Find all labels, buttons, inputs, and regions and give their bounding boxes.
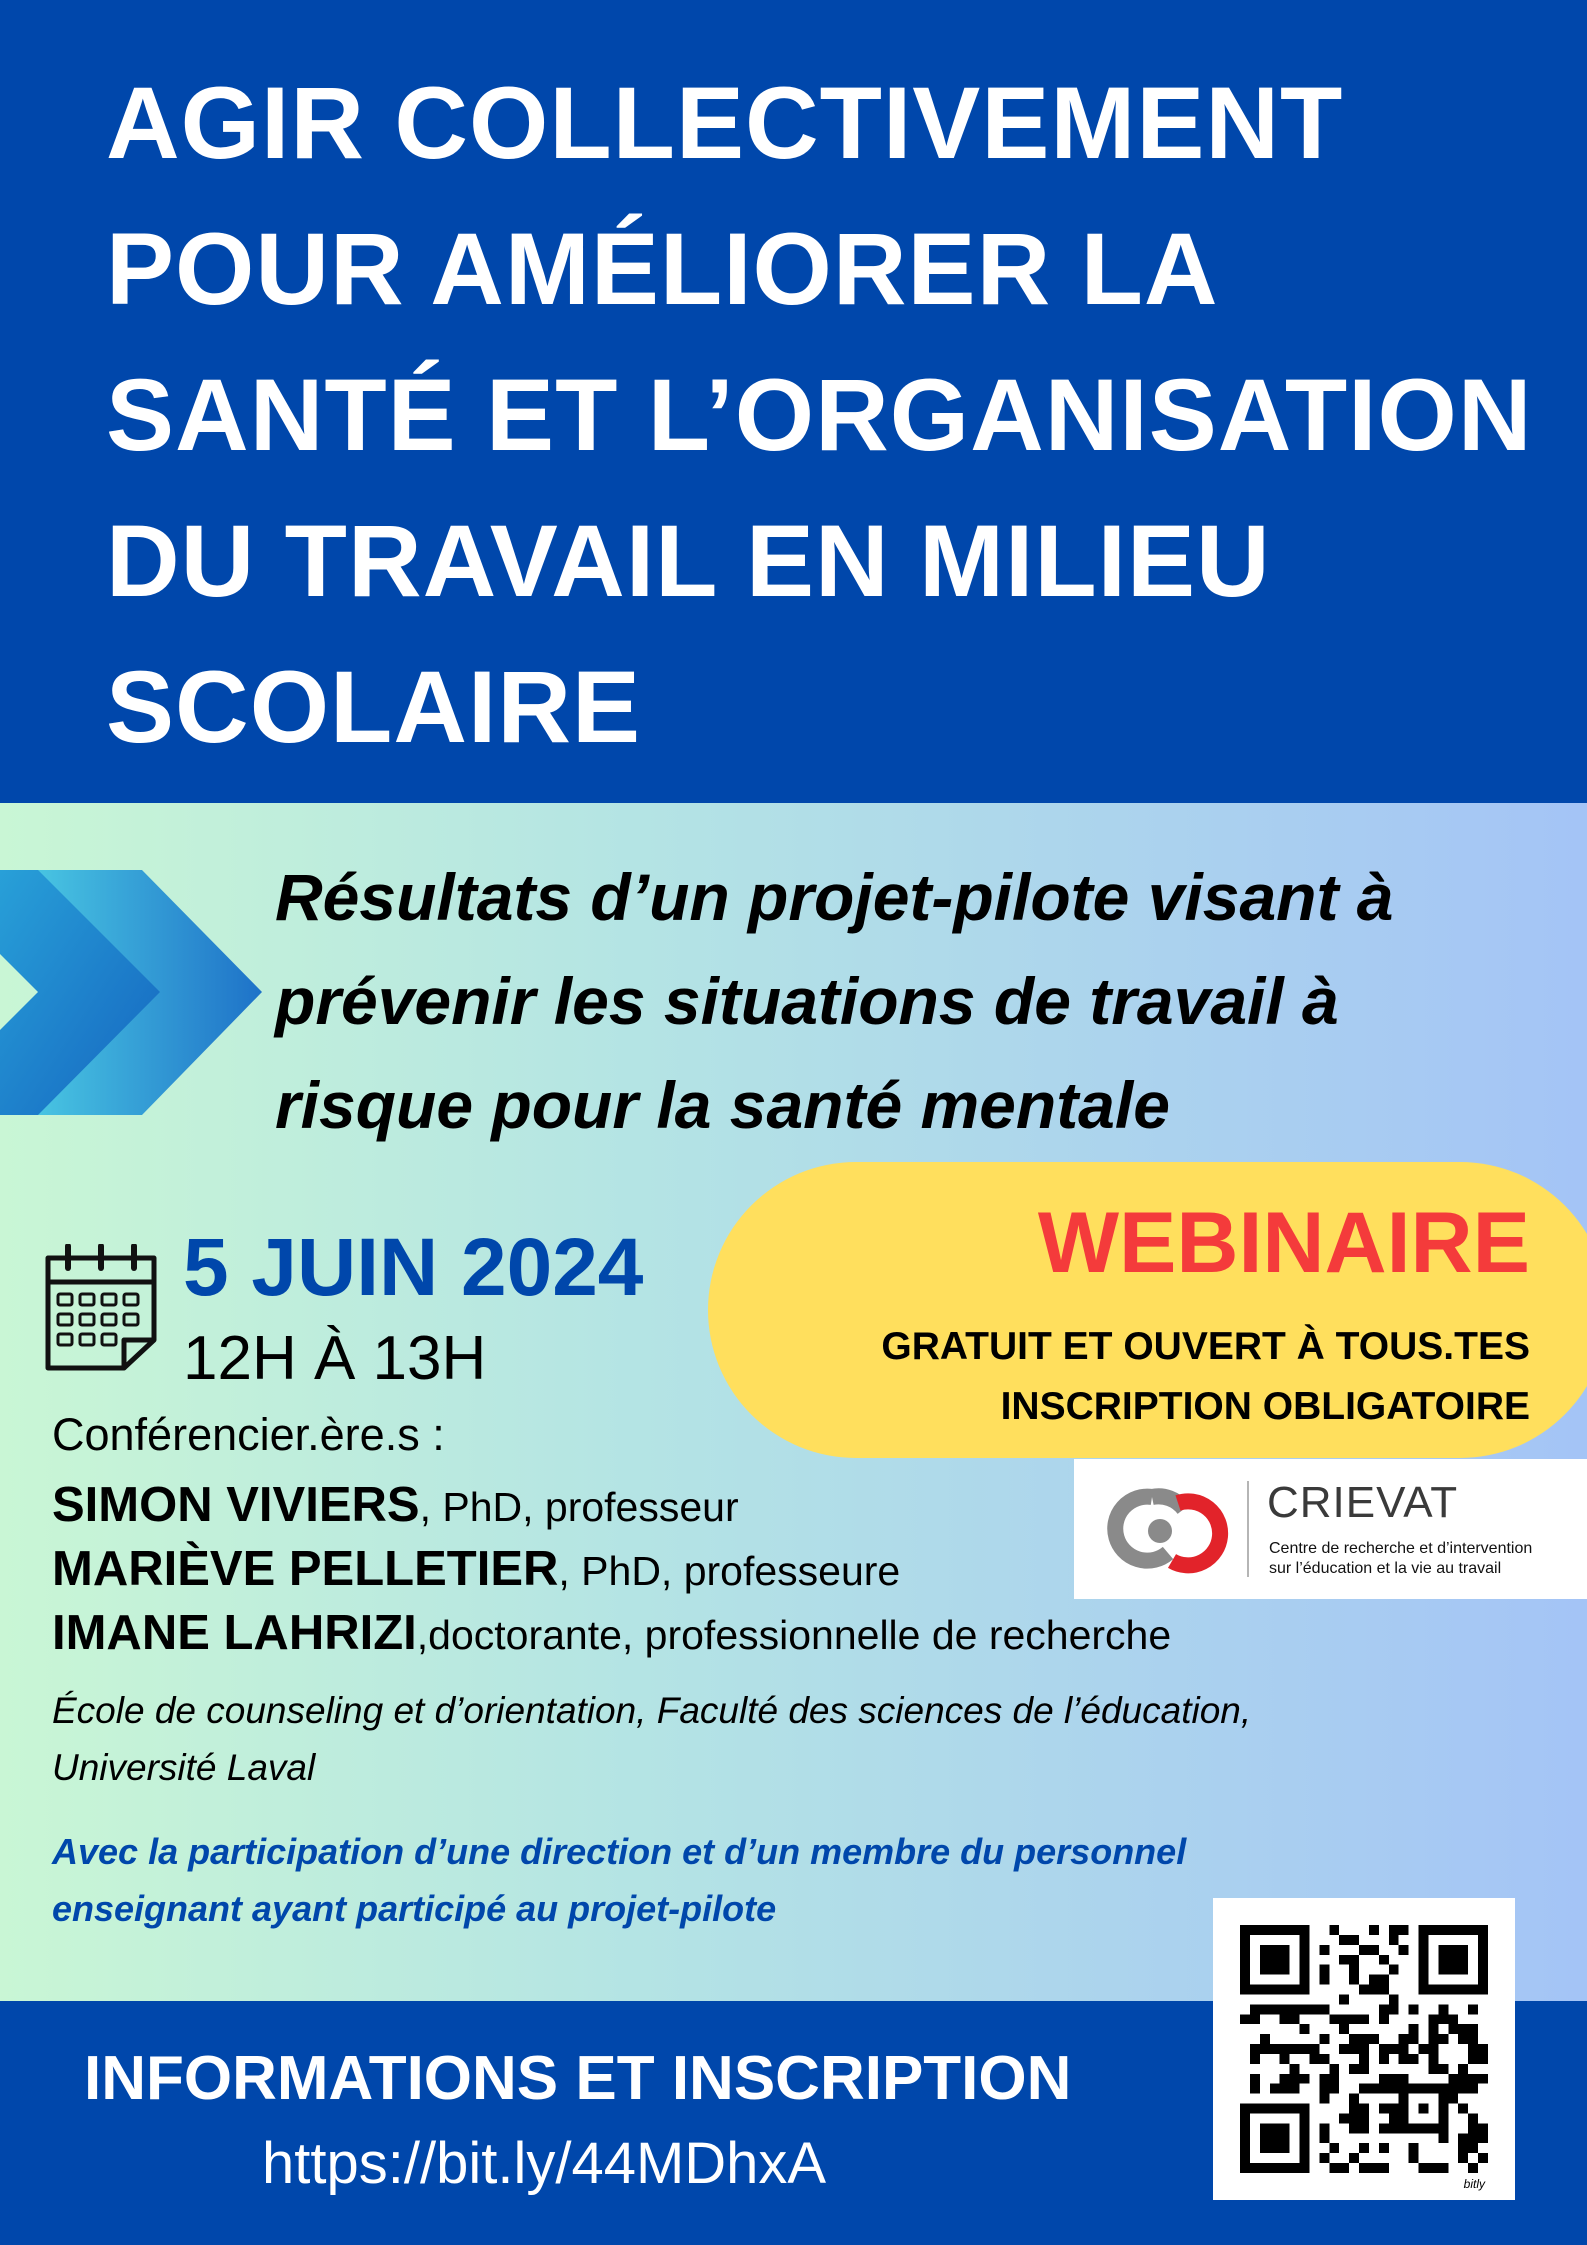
speaker-name: IMANE LAHRIZI [52,1606,417,1660]
title-line: SANTÉ ET L’ORGANISATION [106,358,1533,472]
crievat-logo-icon [1094,1479,1230,1579]
speaker-item [52,1606,1172,1660]
webinar-title: WEBINAIRE [1037,1195,1530,1291]
subtitle [275,845,1565,1157]
registration-link[interactable]: https://bit.ly/44MDhxA [262,2131,827,2196]
speaker-role: ,doctorante, professionnelle de recherche [416,1612,1172,1658]
title-line: SCOLAIRE [106,650,642,764]
crievat-logo [1074,1459,1587,1599]
speaker-item [52,1478,739,1532]
webinar-registration-text: INSCRIPTION OBLIGATOIRE [1000,1385,1530,1428]
title-line: DU TRAVAIL EN MILIEU [106,504,1271,618]
subtitle-line: Résultats d’un projet-pilote visant à [275,860,1394,934]
logo-description: sur l’éducation et la vie au travail [1269,1560,1502,1577]
logo-description: Centre de recherche et d’intervention [1269,1540,1533,1557]
webinar-free-text: GRATUIT ET OUVERT À TOUS.TES [881,1325,1530,1368]
affiliation [52,1682,1251,1796]
speaker-role: , PhD, professeur [419,1484,739,1530]
speaker-role: , PhD, professeure [558,1548,901,1594]
event-date: 5 JUIN 2024 [183,1222,644,1313]
qr-code[interactable] [1213,1898,1515,2200]
subtitle-line: prévenir les situations de travail à [275,964,1339,1038]
logo-name: CRIEVAT [1267,1478,1459,1527]
chevron-arrows-icon [0,870,270,1115]
speaker-name: MARIÈVE PELLETIER [52,1542,559,1596]
speaker-item [52,1542,901,1596]
logo-divider [1247,1481,1249,1577]
speaker-name: SIMON VIVIERS [52,1478,420,1532]
subtitle-line: risque pour la santé mentale [275,1068,1170,1142]
event-time: 12H À 13H [183,1324,487,1393]
affiliation-line: Université Laval [52,1747,316,1788]
participation-line: enseignant ayant participé au projet-pilote [52,1888,777,1929]
footer-title: INFORMATIONS ET INSCRIPTION [84,2044,1072,2113]
affiliation-line: École de counseling et d’orientation, Faculté des sciences de l’éducation, [52,1690,1252,1731]
qr-brand: bitly [1463,2177,1485,2191]
speakers-label: Conférencier.ère.s : [52,1409,445,1460]
calendar-icon [42,1244,160,1372]
header-banner [0,0,1587,803]
participation-note [52,1823,1186,1937]
title-line: POUR AMÉLIORER LA [106,212,1219,326]
title-line: AGIR COLLECTIVEMENT [106,66,1344,180]
participation-line: Avec la participation d’une direction et d’un membre du personnel [52,1831,1187,1872]
qr-code-icon [1240,1925,1488,2173]
